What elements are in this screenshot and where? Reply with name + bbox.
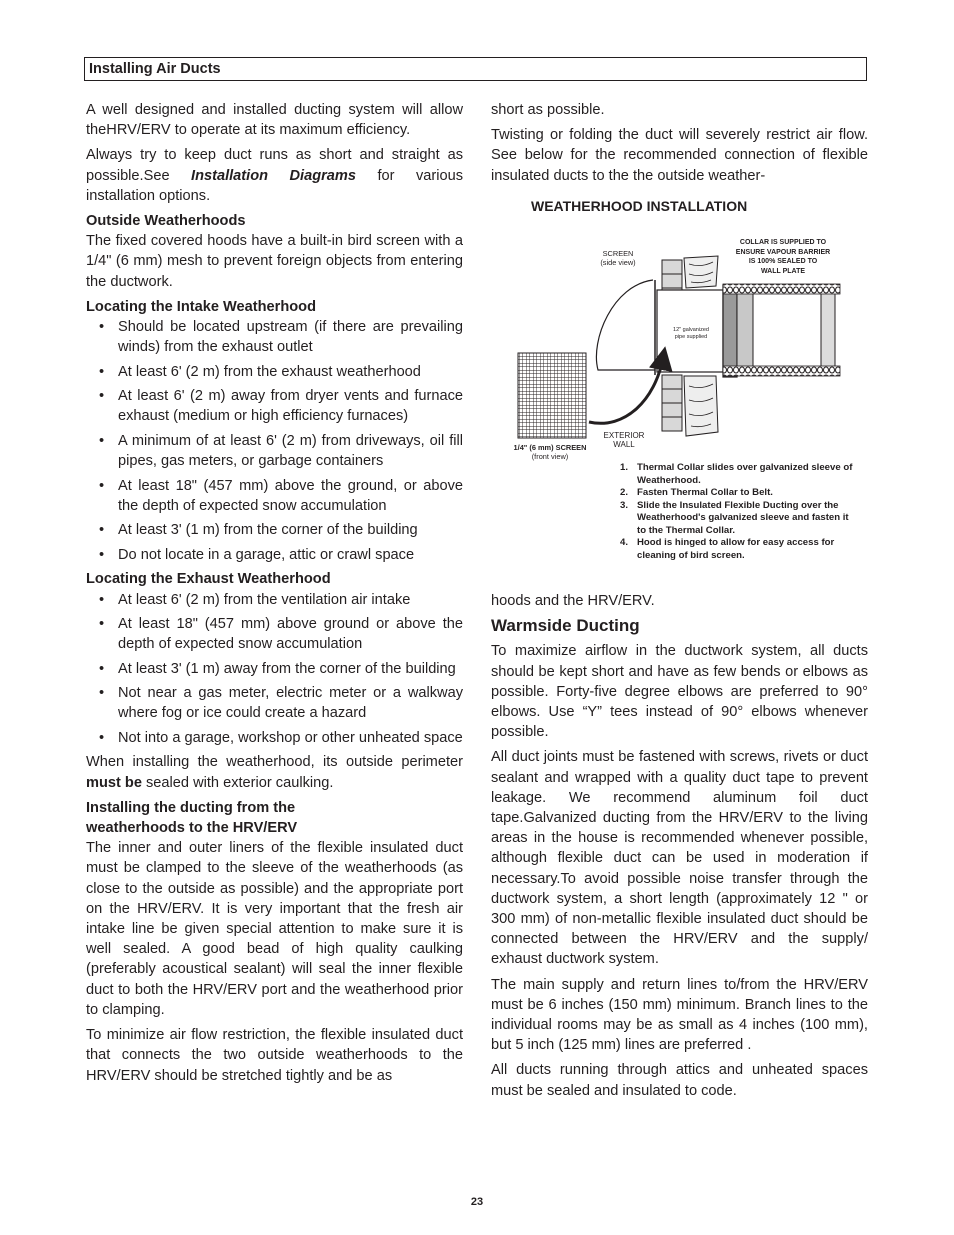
exhaust-heading: Locating the Exhaust Weatherhood [86, 571, 331, 588]
section-title: Installing Air Ducts [89, 61, 221, 77]
thermal-collar [723, 285, 737, 377]
list-item: • At least 6' (2 m) away from dryer vents and furnace exhaust (medium or high efficiency furnaces) [99, 388, 463, 425]
warmside-paragraph-3: The main supply and return lines to/from the HRV/ERV must be 6 inches (150 mm) minimum. Branch lines to the individual rooms may be as small as 4 inches (100 mm), but 5 inch (125 mm) lines are preferred . [491, 976, 868, 1054]
step-item: 4. Hood is hinged to allow for easy access for cleaning of bird screen. [620, 537, 835, 561]
pipe-label: 12" galvanized pipe supplied [673, 327, 709, 340]
warmside-paragraph-2: All duct joints must be fastened with screws, rivets or duct sealant and wrapped with a quality duct tape to prevent leakage. We recommend aluminum foil duct tape.Galvanized ducting from the HRV/ERV to the living areas in the house is recommended whenever possible, although flexible duct can be used in moderation if necessary.To avoid possible noise transfer through the ductwork system, a short length (approximately 12 " or 300 mm) of non-metallic flexible insulated duct should be connected between the HRV/ERV and the supply/ exhaust ductwork system. [491, 749, 868, 968]
seal-paragraph: When installing the weatherhood, its outside perimeter must be sealed with exterior caulking. [86, 754, 463, 791]
figure-title: WEATHERHOOD INSTALLATION [531, 198, 748, 214]
intake-list [86, 317, 463, 565]
step-item: 3. Slide the Insulated Flexible Ducting over the Weatherhood's galvanized sleeve and fasten it to the Thermal Collar. [620, 499, 849, 536]
page-number: 23 [470, 1196, 484, 1208]
hood-profile [596, 280, 655, 370]
installation-diagrams-reference: Installation Diagrams [191, 167, 357, 184]
list-item: • At least 18" (457 mm) above the ground, or above the depth of expected snow accumulation [99, 477, 463, 514]
intake-heading: Locating the Intake Weatherhood [86, 298, 317, 315]
warmside-paragraph-4: All ducts running through attics and unheated spaces must be sealed and insulated to code. [491, 1062, 868, 1099]
screen-label: SCREEN (side view) [600, 249, 636, 267]
step-item: 2. Fasten Thermal Collar to Belt. [620, 487, 773, 498]
outside-weatherhoods-heading: Outside Weatherhoods [86, 213, 246, 230]
right-column-bottom [491, 591, 868, 1106]
continued-text-2: hoods and the HRV/ERV. [491, 593, 655, 609]
list-item: • At least 6' (2 m) from the ventilation air intake [99, 591, 411, 608]
right-column-top [491, 100, 868, 191]
intro-paragraph-2: Always try to keep duct runs as short and straight as possible.See Installation Diagrams for various installation options. [86, 147, 463, 204]
intro-paragraph: A well designed and installed ducting system will allow theHRV/ERV to operate at its maximum efficiency. [86, 102, 463, 139]
collar-label: COLLAR IS SUPPLIED TO ENSURE VAPOUR BARRIER IS 100% SEALED TO WALL PLATE [735, 239, 831, 275]
list-item: • Not into a garage, workshop or other unheated space [99, 729, 463, 746]
exterior-wall-label: EXTERIOR WALL [603, 431, 645, 449]
insulation-bottom [723, 366, 840, 376]
list-item: • Do not locate in a garage, attic or crawl space [99, 546, 415, 563]
warmside-ducting-heading: Warmside Ducting [491, 616, 640, 636]
list-item: • Should be located upstream (if there are prevailing winds) from the exhaust outlet [99, 319, 463, 356]
outside-weatherhoods-text: The fixed covered hoods have a built-in bird screen with a 1/4" (6 mm) mesh to prevent foreign objects from entering the ductwork. [86, 233, 463, 290]
left-column [86, 100, 463, 1091]
list-item: • A minimum of at least 6' (2 m) from driveways, oil fill pipes, gas meters, or garbage containers [99, 432, 463, 470]
mesh-screen-label: 1/4" (6 mm) SCREEN (front view) [513, 443, 587, 461]
minimize-text: To minimize air flow restriction, the flexible insulated duct that connects the two outside weatherhoods to the HRV/ERV should be stretched tightly and be as [86, 1027, 463, 1084]
ducting-text: The inner and outer liners of the flexible insulated duct must be clamped to the sleeve of the weatherhoods (as close to the outside as possible) and the appropriate port on the HRV/ERV. It is very important that the fresh air intake line be given special attention to make sure it is well sealed. A good bead of high quality caulking (preferably acoustical sealant) will seal the inner flexible duct to both the HRV/ERV port and the weatherhood prior to clamping. [86, 840, 463, 1018]
twisting-paragraph: Twisting or folding the duct will severely restrict air flow. See below for the recommended connection of flexible insulated ducts to the the outside weather- [491, 127, 868, 184]
ducting-heading: Installing the ducting from the weatherhoods to the HRV/ERV [86, 799, 298, 837]
list-item: • At least 6' (2 m) from the exhaust weatherhood [99, 363, 421, 380]
list-item: • Not near a gas meter, electric meter or a walkway where fog or ice could create a hazard [99, 685, 463, 722]
warmside-paragraph-1: To maximize airflow in the ductwork system, all ducts should be kept short and have as few bends or elbows as possible. Forty-five degree elbows are preferred to 90° elbows. Use “Y” tees instead of 90° elbows whenever possible. [491, 643, 868, 741]
step-item: 1. Thermal Collar slides over galvanized sleeve of Weatherhood. [620, 462, 853, 486]
continued-text: short as possible. [491, 102, 605, 118]
section-header [84, 57, 867, 81]
mesh-screen-front-view [518, 353, 586, 438]
insulation-top [723, 284, 840, 294]
exhaust-list [86, 590, 463, 749]
list-item: • At least 3' (1 m) away from the corner of the building [99, 660, 456, 677]
installation-steps [617, 462, 857, 562]
list-item: • At least 18" (457 mm) above ground or above the depth of expected snow accumulation [99, 616, 463, 653]
list-item: • At least 3' (1 m) from the corner of the building [99, 522, 418, 539]
